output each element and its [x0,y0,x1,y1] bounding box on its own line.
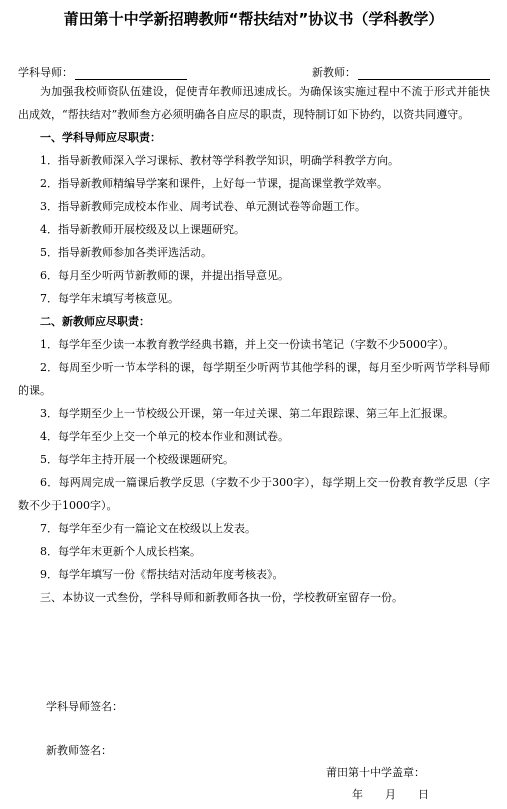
section-2-heading: 二、新教师应尽职责： [40,315,150,328]
mentor-blank-line [75,68,187,80]
new-teacher-blank-line [358,68,490,80]
section-1-item: 4．指导新教师开展校级及以上课题研究。 [40,223,245,236]
section-2-item: 2．每周至少听一节本学科的课，每学期至少听两节其他学科的课，每月至少听两节学科导师的课。 [18,361,490,397]
section-1-item: 2．指导新教师精编导学案和课件，上好每一节课，提高课堂教学效率。 [40,177,388,190]
intro-paragraph: 为加强我校师资队伍建设，促使青年教师迅速成长。为确保该实施过程中不流于形式并能快出成效，“帮扶结对”教师叁方必须明确各自应尽的职责，现特制订如下协约，以资共同遵守。 [18,85,490,121]
mentor-signature-label: 学科导师签名： [46,700,123,713]
section-1-item: 7．每学年末填写考核意见。 [40,292,179,305]
new-teacher-signature-label: 新教师签名： [46,744,112,757]
section-1-item: 1．指导新教师深入学习课标、教材等学科教学知识，明确学科教学方向。 [40,154,399,167]
section-2-item: 5．每学年主持开展一个校级课题研究。 [40,453,234,466]
mentor-field [18,64,187,80]
mentor-label: 学科导师： [18,66,73,79]
section-1-item: 6．每月至少听两节新教师的课，并提出指导意见。 [40,269,289,282]
section-2-item: 4．每学年至少上交一个单元的校本作业和测试卷。 [40,430,289,443]
document-title: 莆田第十中学新招聘教师“帮扶结对”协议书（学科教学） [63,10,444,28]
section-2-item: 1．每学年至少读一本教育教学经典书籍，并上交一份读书笔记（字数不少5000字）。 [40,338,455,351]
section-3-text: 三、本协议一式叁份，学科导师和新教师各执一份，学校教研室留存一份。 [40,591,403,604]
agreement-body [18,80,490,609]
section-2-item: 3．每学期至少上一节校级公开课，第一年过关课、第二年跟踪课、第三年上汇报课。 [40,407,454,420]
section-1-heading: 一、学科导师应尽职责： [40,131,161,144]
section-1-item: 3．指导新教师完成校本作业、周考试卷、单元测试卷等命题工作。 [40,200,366,213]
section-2-item: 6．每两周完成一篇课后教学反思（字数不少于300字），每学期上交一份教育教学反思（字数不少于1000字）。 [18,476,490,512]
section-1-item: 5．指导新教师参加各类评选活动。 [40,246,212,259]
new-teacher-label: 新教师： [312,66,356,79]
section-2-item: 7．每学年至少有一篇论文在校级以上发表。 [40,522,256,535]
section-2-item: 9．每学年填写一份《帮扶结对活动年度考核表》。 [40,568,284,581]
school-seal-label: 莆田第十中学盖章： [326,766,425,779]
signing-date: 年 月 日 [352,788,429,801]
new-teacher-field [312,64,490,80]
section-2-item: 8．每学年末更新个人成长档案。 [40,545,201,558]
